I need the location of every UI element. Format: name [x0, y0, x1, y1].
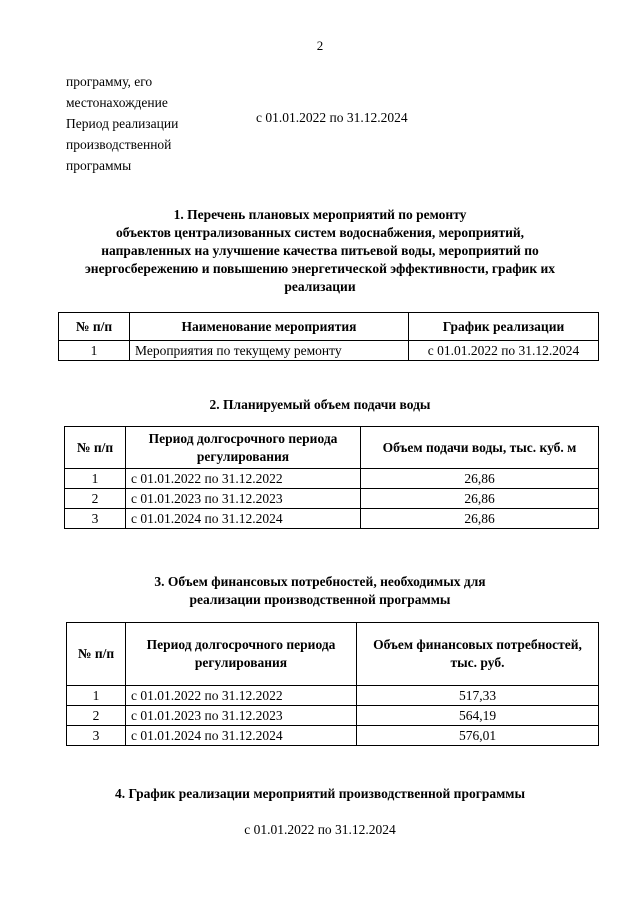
section1-title-line: 1. Перечень плановых мероприятий по ремонту — [173, 207, 467, 222]
table-cell: с 01.01.2022 по 31.12.2022 — [126, 469, 361, 489]
table-header: № п/п — [65, 427, 126, 469]
section4-title: 4. График реализации мероприятий производственной программы — [114, 786, 526, 801]
table-row — [67, 686, 599, 706]
implementation-period-value: с 01.01.2022 по 31.12.2024 — [256, 110, 408, 125]
section1-title-line: направленных на улучшение качества питьевой воды, мероприятий по — [101, 243, 539, 258]
section2-title: 2. Планируемый объем подачи воды — [209, 397, 431, 412]
table-header: № п/п — [59, 313, 130, 341]
section1-title-line: объектов централизованных систем водоснабжения, мероприятий, — [115, 225, 525, 240]
table-cell: 3 — [67, 726, 126, 746]
table-cell: 576,01 — [357, 726, 599, 746]
section3-table — [66, 622, 599, 746]
table-cell: 564,19 — [357, 706, 599, 726]
table-row — [59, 341, 599, 361]
table-row — [67, 726, 599, 746]
table-row — [65, 469, 599, 489]
section1-table — [58, 312, 599, 361]
table-cell: с 01.01.2024 по 31.12.2024 — [126, 726, 357, 746]
table-cell: 1 — [67, 686, 126, 706]
table-cell: 3 — [65, 509, 126, 529]
table-cell: с 01.01.2023 по 31.12.2023 — [126, 706, 357, 726]
section1-title — [40, 206, 600, 296]
table-cell: 1 — [65, 469, 126, 489]
section3-title — [40, 573, 600, 609]
table-header: Период долгосрочного периода регулирования — [126, 623, 357, 686]
page-number: 2 — [316, 38, 324, 53]
table-row — [65, 489, 599, 509]
section2-table — [64, 426, 599, 529]
table-cell: с 01.01.2023 по 31.12.2023 — [126, 489, 361, 509]
table-header: Наименование мероприятия — [130, 313, 409, 341]
table-cell: с 01.01.2022 по 31.12.2024 — [409, 341, 599, 361]
table-cell: с 01.01.2024 по 31.12.2024 — [126, 509, 361, 529]
table-cell: 517,33 — [357, 686, 599, 706]
table-cell: 26,86 — [361, 509, 599, 529]
top-label-line: Период реализации — [66, 116, 179, 131]
table-row — [65, 509, 599, 529]
top-label-line: программы — [66, 158, 132, 173]
section1-title-line: реализации — [284, 279, 356, 294]
table-cell: 26,86 — [361, 489, 599, 509]
table-header: Объем финансовых потребностей, тыс. руб. — [357, 623, 599, 686]
top-label-line: производственной — [66, 137, 172, 152]
section3-title-line: реализации производственной программы — [189, 592, 451, 607]
table-header: График реализации — [409, 313, 599, 341]
top-label-line: местонахождение — [66, 95, 168, 110]
table-header: Период долгосрочного периода регулирования — [126, 427, 361, 469]
section1-title-line: энергосбережению и повышению энергетической эффективности, график их — [84, 261, 556, 276]
table-cell: 26,86 — [361, 469, 599, 489]
table-header: № п/п — [67, 623, 126, 686]
table-cell: с 01.01.2022 по 31.12.2022 — [126, 686, 357, 706]
top-label-block — [66, 71, 178, 176]
table-cell: 2 — [67, 706, 126, 726]
table-row — [67, 706, 599, 726]
table-header: Объем подачи воды, тыс. куб. м — [361, 427, 599, 469]
table-cell: 1 — [59, 341, 130, 361]
table-cell: 2 — [65, 489, 126, 509]
section4-period: с 01.01.2022 по 31.12.2024 — [244, 822, 396, 837]
section3-title-line: 3. Объем финансовых потребностей, необходимых для — [154, 574, 486, 589]
table-cell: Мероприятия по текущему ремонту — [130, 341, 409, 361]
top-label-line: программу, его — [66, 74, 153, 89]
